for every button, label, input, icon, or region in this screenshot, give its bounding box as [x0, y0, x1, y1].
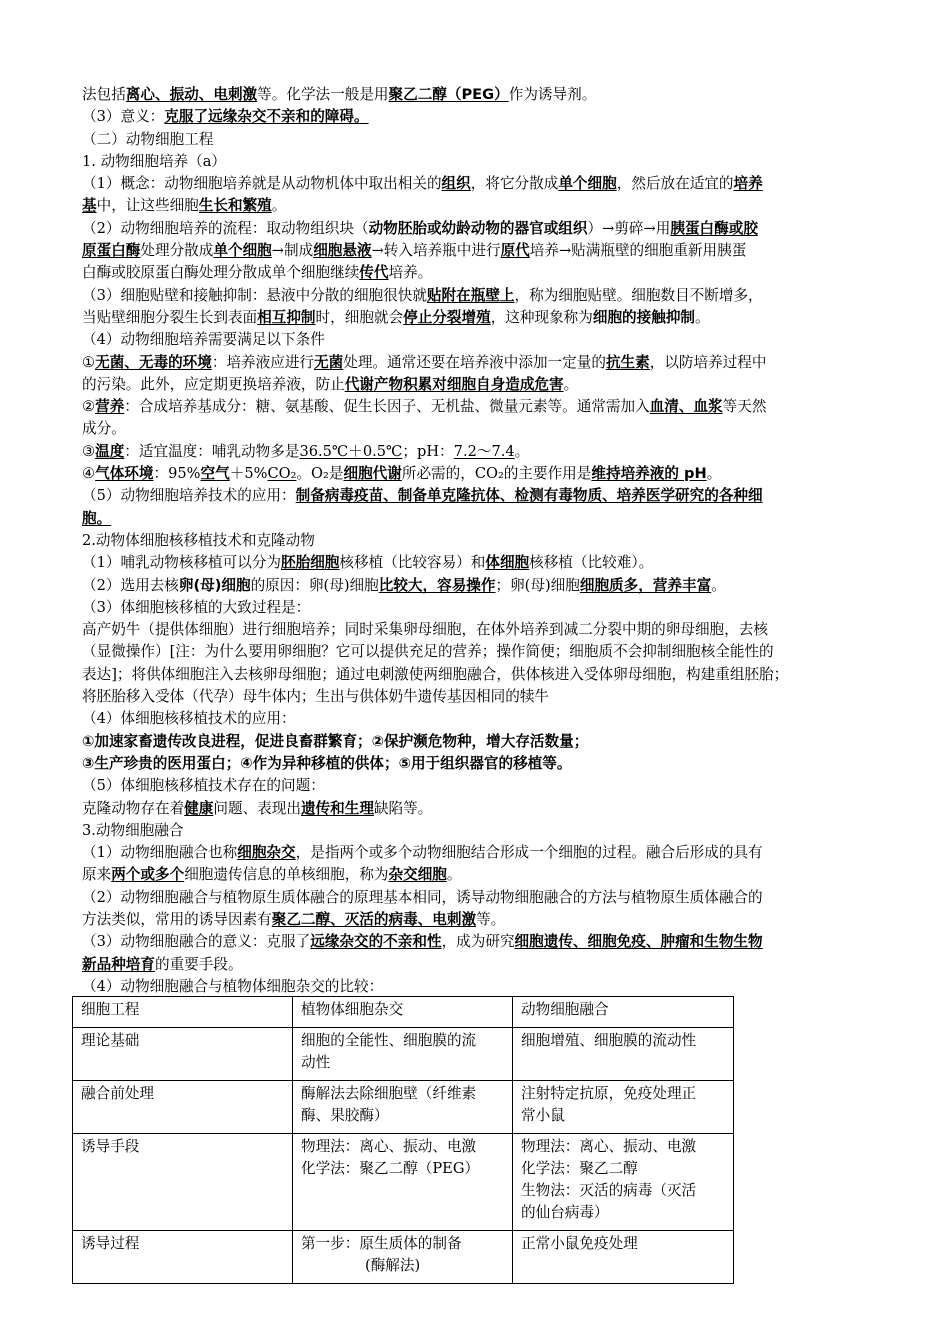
- plain-text: （二）动物细胞工程: [82, 130, 214, 148]
- text-line: [82, 887, 872, 909]
- cell-text: 物理法：离心、振动、电激: [301, 1138, 477, 1155]
- cell-text: 化学法：聚乙二醇（PEG）: [301, 1160, 480, 1177]
- plain-text: ，将它分散成: [470, 175, 559, 193]
- text-line: [82, 842, 872, 864]
- plain-text: 白酶或胶原蛋白酶处理分散成单个细胞继续: [82, 264, 360, 282]
- text-line: [82, 641, 872, 663]
- emphasis-text: 单个细胞: [558, 175, 617, 193]
- table-cell: [293, 1231, 513, 1284]
- plain-text: 2.动物体细胞核移植技术和克隆动物: [82, 531, 315, 549]
- plain-text: 细胞遗传信息的单核细胞，称为: [184, 866, 389, 884]
- plain-text: 法包括: [82, 86, 126, 103]
- emphasis-text: 离心、振动、电刺激: [125, 86, 258, 103]
- plain-text: 的原因：卵(母)细胞: [250, 576, 379, 594]
- emphasis-text: 远缘杂交的不亲和性: [310, 933, 442, 951]
- plain-text: 的污染。此外，应定期更换培养液，防止: [82, 375, 345, 393]
- text-line: [82, 552, 872, 574]
- emphasis-text: 无菌、无毒的环境: [95, 353, 212, 371]
- plain-text: （4）动物细胞培养需要满足以下条件: [82, 331, 325, 349]
- plain-text: 。: [711, 576, 726, 594]
- text-line: [82, 129, 872, 151]
- emphasis-text: 无菌: [314, 353, 344, 371]
- plain-text: （5）体细胞核移植技术存在的问题：: [82, 777, 325, 795]
- table-cell: [513, 1081, 734, 1134]
- text-line: [82, 396, 872, 418]
- text-line: [82, 151, 872, 173]
- text-line: [82, 84, 872, 106]
- plain-text: （2）选用去核: [82, 576, 179, 594]
- plain-text: ③: [82, 442, 96, 460]
- table-cell: [293, 1028, 513, 1081]
- emphasis-text: 细胞代谢: [343, 465, 402, 483]
- emphasis-text: 胚胎细胞: [281, 554, 340, 572]
- emphasis-text: 空气: [200, 465, 230, 483]
- emphasis-text: 生长和繁殖: [198, 197, 272, 215]
- text-line: [82, 619, 872, 641]
- plain-text: 缺陷等。: [373, 799, 433, 817]
- plain-text: 。: [563, 375, 579, 393]
- emphasis-text: ①加速家畜遗传改良进程，促进良畜群繁育；②保护濒危物种，增大存活数量；: [82, 732, 589, 750]
- cell-text: 正常小鼠免疫处理: [521, 1235, 638, 1252]
- emphasis-text: 卵(母)细胞: [178, 576, 251, 594]
- plain-text: 处理。通常还要在培养液中添加一定量的: [343, 353, 606, 371]
- table-cell: [293, 1134, 513, 1231]
- cell-text: 诱导过程: [81, 1235, 140, 1252]
- emphasis-text: 遗传和生理: [300, 799, 374, 817]
- plain-text: ，以防培养过程中: [649, 353, 767, 371]
- emphasis-text: 动物胚胎或幼龄动物的器官或组织: [368, 219, 588, 237]
- emphasis-text: 代谢产物积累对细胞自身造成危害: [344, 375, 564, 393]
- text-line: [82, 240, 872, 262]
- plain-text: 时，细胞就会: [315, 308, 404, 326]
- plain-text: 作为诱导剂。: [508, 86, 597, 103]
- emphasis-text: 营养: [95, 398, 125, 416]
- plain-text: ：合成培养基成分：糖、氨基酸、促生长因子、无机盐、微量元素等。通常需加入: [124, 398, 650, 416]
- plain-text: 将胚胎移入受体（代孕）母牛体内；生出与供体奶牛遗传基因相同的犊牛: [82, 688, 550, 706]
- comparison-table-body: [73, 997, 734, 1284]
- plain-text: 等。化学法一般是用: [257, 86, 389, 103]
- emphasis-text: 维持培养液的 pH: [591, 465, 707, 483]
- plain-text: ：95%: [153, 465, 201, 483]
- cell-text: 物理法：离心、振动、电激: [521, 1138, 697, 1155]
- plain-text: 。: [446, 866, 462, 884]
- text-line: [82, 753, 872, 775]
- text-line: [82, 931, 872, 953]
- text-line: [82, 463, 872, 485]
- plain-text: 中，让这些细胞: [96, 197, 199, 215]
- emphasis-text: 停止分裂增殖: [403, 308, 491, 326]
- emphasis-text: 杂交细胞: [388, 866, 447, 884]
- text-line: [82, 485, 872, 507]
- table-row: [73, 1231, 734, 1284]
- table-cell: [513, 1028, 734, 1081]
- plain-text: ）→剪碎→用: [587, 219, 671, 237]
- text-line: [82, 798, 872, 820]
- plain-text: ，成为研究: [441, 933, 515, 951]
- text-line: [82, 195, 872, 217]
- plain-text: （2）动物细胞融合与植物原生质体融合的原理基本相同，诱导动物细胞融合的方法与植物原生质体融合的: [82, 888, 763, 906]
- text-line: [82, 775, 872, 797]
- table-cell: [513, 1231, 734, 1284]
- emphasis-text: 健康: [184, 799, 214, 817]
- text-line: [82, 418, 872, 440]
- plain-text: 的重要手段。: [154, 955, 243, 973]
- plain-text: ①: [82, 353, 96, 371]
- cell-text: 动物细胞融合: [521, 1001, 609, 1018]
- emphasis-text: 抗生素: [605, 353, 650, 371]
- cell-text: 动性: [301, 1054, 331, 1071]
- emphasis-text: 细胞质多，营养丰富: [579, 576, 712, 594]
- table-cell: [73, 1231, 293, 1284]
- text-line: [82, 708, 872, 730]
- text-line: [82, 285, 872, 307]
- text-line: [82, 575, 872, 597]
- emphasis-text: 原代: [500, 242, 530, 260]
- emphasis-text: 胰蛋白酶或胶: [670, 219, 758, 237]
- cell-text: 诱导手段: [81, 1138, 140, 1155]
- table-cell: [513, 1134, 734, 1231]
- text-line: [82, 173, 872, 195]
- emphasis-text: 36.5℃＋0.5℃: [299, 442, 403, 460]
- plain-text: 核移植（比较难）。: [529, 554, 654, 572]
- plain-text: 原来: [82, 866, 112, 884]
- plain-text: 。: [514, 442, 530, 460]
- plain-text: （2）动物细胞培养的流程：取动物组织块（: [82, 219, 369, 237]
- table-row: [73, 1028, 734, 1081]
- emphasis-text: 培养: [733, 175, 763, 193]
- cell-text: 细胞的全能性、细胞膜的流: [301, 1032, 477, 1049]
- text-line: [82, 374, 872, 396]
- plain-text: ②: [82, 398, 96, 416]
- cell-text: 第一步：原生质体的制备: [301, 1235, 462, 1252]
- comparison-table: [72, 996, 734, 1284]
- text-line: [82, 530, 872, 552]
- emphasis-text: 新品种培育: [82, 955, 155, 973]
- emphasis-text: 基: [82, 197, 97, 215]
- emphasis-text: 单个细胞: [213, 242, 272, 260]
- table-cell: [73, 1028, 293, 1081]
- emphasis-text: 温度: [95, 442, 125, 460]
- cell-text: 细胞增殖、细胞膜的流动性: [521, 1032, 697, 1049]
- cell-text: 融合前处理: [81, 1085, 154, 1102]
- plain-text: （显微操作）[注：为什么要用卵细胞？它可以提供充足的营养；操作简便；细胞质不会抑制细胞核全能性的: [82, 643, 774, 661]
- emphasis-text: ③生产珍贵的医用蛋白；④作为异种移植的供体；⑤用于组织器官的移植等。: [82, 754, 572, 772]
- table-row: [73, 997, 734, 1028]
- cell-text: (酶解法): [365, 1257, 421, 1274]
- emphasis-text: 血清、血浆: [649, 398, 723, 416]
- plain-text: （1）哺乳动物核移植可以分为: [82, 554, 282, 572]
- cell-text: 植物体细胞杂交: [301, 1001, 404, 1018]
- plain-text: （1）动物细胞融合也称: [82, 844, 238, 862]
- text-line: [82, 106, 872, 128]
- emphasis-text: 比较大，容易操作: [378, 576, 496, 594]
- text-line: [82, 864, 872, 886]
- plain-text: 方法类似，常用的诱导因素有: [82, 910, 272, 928]
- plain-text: （3）动物细胞融合的意义：克服了: [82, 933, 311, 951]
- plain-text: 。O₂是: [296, 465, 344, 483]
- plain-text: （3）意义：: [82, 108, 165, 126]
- text-line: [82, 954, 872, 976]
- plain-text: 等。: [476, 910, 506, 928]
- table-cell: [293, 997, 513, 1028]
- plain-text: ，称为细胞贴壁。细胞数目不断增多，: [514, 286, 763, 304]
- cell-text: 理论基础: [81, 1032, 140, 1049]
- emphasis-text: 组织: [441, 175, 471, 193]
- plain-text: （4）体细胞核移植技术的应用：: [82, 710, 296, 728]
- text-line: [82, 352, 872, 374]
- emphasis-text: 胞。: [82, 509, 112, 527]
- plain-text: ④: [82, 465, 96, 483]
- plain-text: 等天然: [722, 398, 767, 416]
- text-line: [82, 820, 872, 842]
- cell-text: 的仙台病毒）: [521, 1204, 609, 1221]
- plain-text: ，这种现象称为: [490, 308, 593, 326]
- plain-text: 成分。: [82, 420, 126, 438]
- plain-text: 克隆动物存在着: [82, 799, 185, 817]
- text-line: [82, 218, 872, 240]
- plain-text: 高产奶牛（提供体细胞）进行细胞培养；同时采集卵母细胞，在体外培养到减二分裂中期的卵母细胞，去核: [82, 621, 768, 639]
- text-line: [82, 731, 872, 753]
- plain-text: 问题、表现出: [213, 799, 301, 817]
- text-line: [82, 976, 872, 998]
- plain-text: 处理分散成: [140, 242, 214, 260]
- plain-text: （5）动物细胞培养技术的应用：: [82, 487, 296, 505]
- plain-text: 表达]；将供体细胞注入去核卵母细胞；通过电刺激使两细胞融合，供体核进入受体卵母细胞，构建重组胚胎；: [82, 665, 789, 683]
- plain-text: ：适宜温度：哺乳动物多是: [124, 442, 300, 460]
- plain-text: ，然后放在适宜的: [616, 175, 734, 193]
- emphasis-text: 相互抑制: [257, 308, 316, 326]
- text-line: [82, 686, 872, 708]
- plain-text: ，是指两个或多个动物细胞结合形成一个细胞的过程。融合后形成的具有: [295, 844, 763, 862]
- emphasis-text: 细胞杂交: [237, 844, 296, 862]
- text-line: [82, 441, 872, 463]
- emphasis-text: 7.2～7.4: [453, 442, 515, 460]
- cell-text: 化学法：聚乙二醇: [521, 1160, 638, 1177]
- cell-text: 酶、果胶酶）: [301, 1107, 389, 1124]
- cell-text: 常小鼠: [521, 1107, 565, 1124]
- emphasis-text: 体细胞: [485, 554, 530, 572]
- table-row: [73, 1134, 734, 1231]
- table-row: [73, 1081, 734, 1134]
- emphasis-text: 两个或多个: [111, 866, 185, 884]
- text-line: [82, 597, 872, 619]
- text-line: [82, 664, 872, 686]
- cell-text: 注射特定抗原，免疫处理正: [521, 1085, 697, 1102]
- table-cell: [293, 1081, 513, 1134]
- plain-text: ；卵(母)细胞: [495, 576, 580, 594]
- text-line: [82, 909, 872, 931]
- table-cell: [513, 997, 734, 1028]
- plain-text: 当贴壁细胞分裂生长到表面: [82, 308, 258, 326]
- plain-text: （1）概念：动物细胞培养就是从动物机体中取出相关的: [82, 175, 442, 193]
- emphasis-text: 细胞的接触抑制: [592, 308, 696, 326]
- emphasis-text: CO₂: [267, 465, 297, 483]
- emphasis-text: 原蛋白酶: [82, 242, 141, 260]
- emphasis-text: 贴附在瓶壁上: [426, 286, 515, 304]
- emphasis-text: 细胞遗传、细胞免疫、肿瘤和生物生物: [514, 933, 763, 951]
- plain-text: 。: [695, 308, 710, 326]
- emphasis-text: 细胞悬液: [313, 242, 372, 260]
- plain-text: 所必需的，CO₂的主要作用是: [401, 465, 592, 483]
- emphasis-text: 克服了远缘杂交不亲和的障碍。: [164, 108, 369, 126]
- cell-text: 细胞工程: [81, 1001, 140, 1018]
- text-line: [82, 307, 872, 329]
- emphasis-text: 聚乙二醇、灭活的病毒、电刺激: [271, 910, 477, 928]
- emphasis-text: 制备病毒疫苗、制备单克隆抗体、检测有毒物质、培养医学研究的各种细: [295, 487, 763, 505]
- plain-text: （4）动物细胞融合与植物体细胞杂交的比较：: [82, 977, 384, 995]
- plain-text: （3）体细胞核移植的大致过程是：: [82, 598, 311, 616]
- document-body: [82, 84, 872, 998]
- plain-text: 1. 动物细胞培养（a）: [82, 152, 227, 170]
- plain-text: 3.动物细胞融合: [82, 821, 184, 839]
- plain-text: （3）细胞贴壁和接触抑制：悬液中分散的细胞很快就: [82, 286, 427, 304]
- plain-text: 。: [706, 465, 722, 483]
- plain-text: ＋5%: [229, 465, 268, 483]
- cell-text: 生物法：灭活的病毒（灭活: [521, 1182, 697, 1199]
- plain-text: →转入培养瓶中进行: [371, 242, 501, 260]
- table-cell: [73, 997, 293, 1028]
- table-cell: [73, 1134, 293, 1231]
- plain-text: 培养→贴满瓶壁的细胞重新用胰蛋: [529, 242, 747, 260]
- text-line: [82, 329, 872, 351]
- text-line: [82, 262, 872, 284]
- emphasis-text: 气体环境: [95, 465, 154, 483]
- emphasis-text: 聚乙二醇（PEG）: [388, 86, 509, 103]
- plain-text: →制成: [271, 242, 314, 260]
- plain-text: 核移植（比较容易）和: [339, 554, 486, 572]
- plain-text: ：培养液应进行: [211, 353, 315, 371]
- cell-text: 酶解法去除细胞壁（纤维素: [301, 1085, 477, 1102]
- plain-text: 培养。: [388, 264, 433, 282]
- plain-text: 。: [271, 197, 287, 215]
- emphasis-text: 传代: [359, 264, 389, 282]
- table-cell: [73, 1081, 293, 1134]
- plain-text: ；pH：: [402, 442, 454, 460]
- text-line: [82, 508, 872, 530]
